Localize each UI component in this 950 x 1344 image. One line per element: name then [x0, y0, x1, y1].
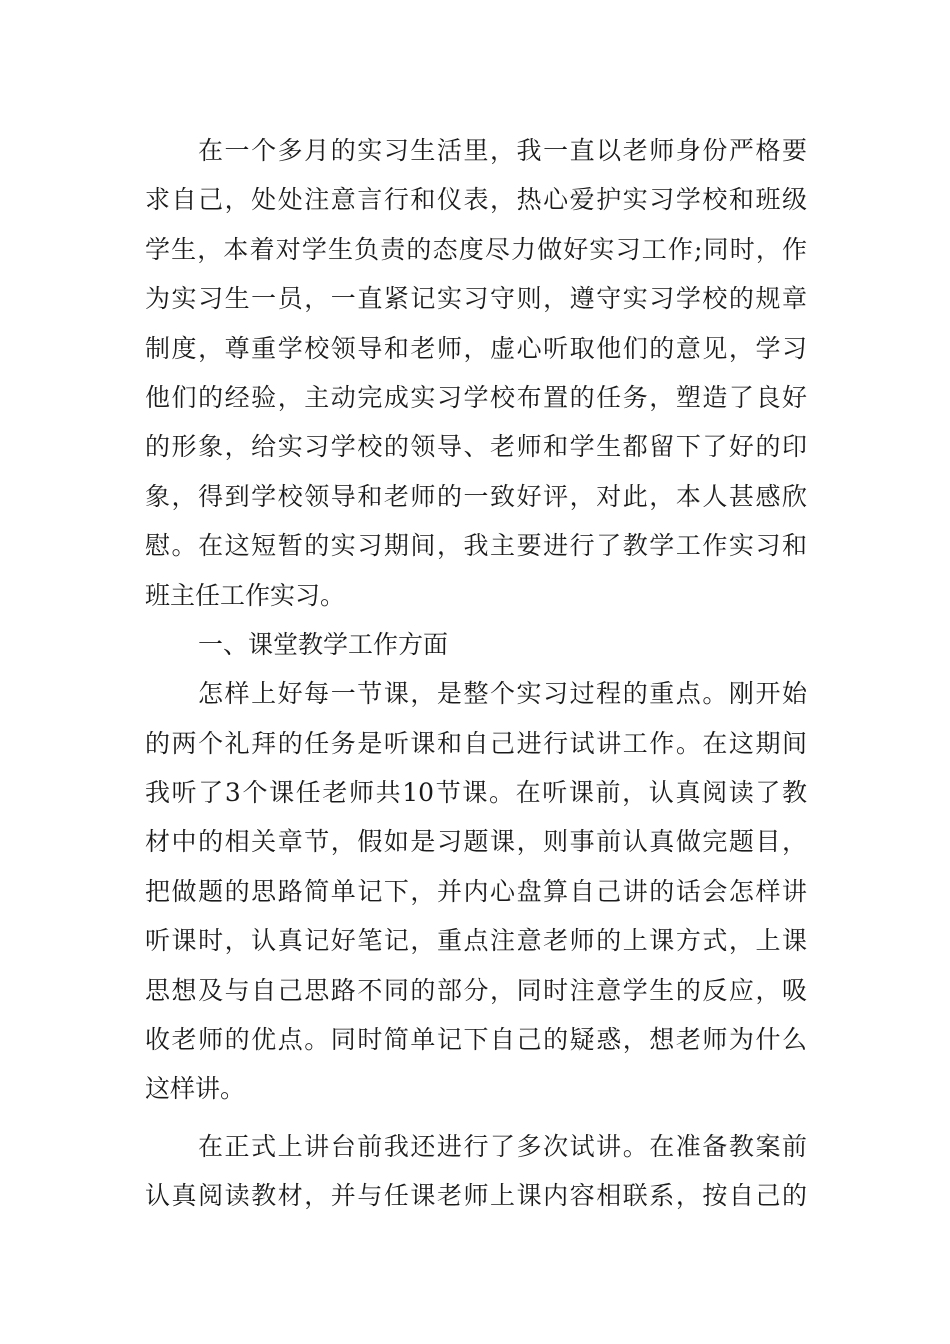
text-line: 象，得到学校领导和老师的一致好评，对此，本人甚感欣: [145, 481, 807, 511]
text-line: 在正式上讲台前我还进行了多次试讲。在准备教案前: [198, 1131, 807, 1161]
text-line: 怎样上好每一节课，是整个实习过程的重点。刚开始: [198, 679, 807, 709]
document-body: [145, 126, 807, 1221]
text-line: 材中的相关章节，假如是习题课，则事前认真做完题目，: [145, 827, 807, 857]
text-line: 这样讲。: [145, 1074, 246, 1104]
text-line: 的形象，给实习学校的领导、老师和学生都留下了好的印: [145, 432, 807, 462]
text-line: 制度，尊重学校领导和老师，虚心听取他们的意见，学习: [145, 333, 807, 363]
text-line: 为实习生一员，一直紧记实习守则，遵守实习学校的规章: [145, 284, 807, 314]
text-line: 的两个礼拜的任务是听课和自己进行试讲工作。在这期间: [145, 728, 807, 758]
text-line: 把做题的思路简单记下，并内心盘算自己讲的话会怎样讲: [145, 876, 807, 906]
section-heading-text: 一、课堂教学工作方面: [198, 629, 449, 659]
text-line: 我听了3个课任老师共10节课。在听课前，认真阅读了教: [145, 778, 807, 808]
text-line: 慰。在这短暂的实习期间，我主要进行了教学工作实习和: [145, 531, 807, 561]
text-line: 认真阅读教材，并与任课老师上课内容相联系，按自己的: [145, 1181, 807, 1211]
paragraph-trial-teaching: [145, 1122, 807, 1221]
paragraph-internship-overview: [145, 126, 807, 620]
text-line: 听课时，认真记好笔记，重点注意老师的上课方式，上课: [145, 926, 807, 956]
text-line: 他们的经验，主动完成实习学校布置的任务，塑造了良好: [145, 382, 807, 412]
paragraph-lesson-observation: [145, 669, 807, 1114]
text-line: 求自己，处处注意言行和仪表，热心爱护实习学校和班级: [145, 185, 807, 215]
text-line: 在一个多月的实习生活里，我一直以老师身份严格要: [198, 136, 807, 165]
section-heading-classroom-teaching: [145, 620, 807, 669]
text-line: 思想及与自己思路不同的部分，同时注意学生的反应，吸: [145, 975, 807, 1005]
text-line: 学生，本着对学生负责的态度尽力做好实习工作;同时，作: [145, 234, 807, 264]
paragraph-spacer: [145, 1114, 807, 1122]
text-line: 班主任工作实习。: [145, 580, 346, 610]
text-line: 收老师的优点。同时简单记下自己的疑惑，想老师为什么: [145, 1025, 807, 1055]
